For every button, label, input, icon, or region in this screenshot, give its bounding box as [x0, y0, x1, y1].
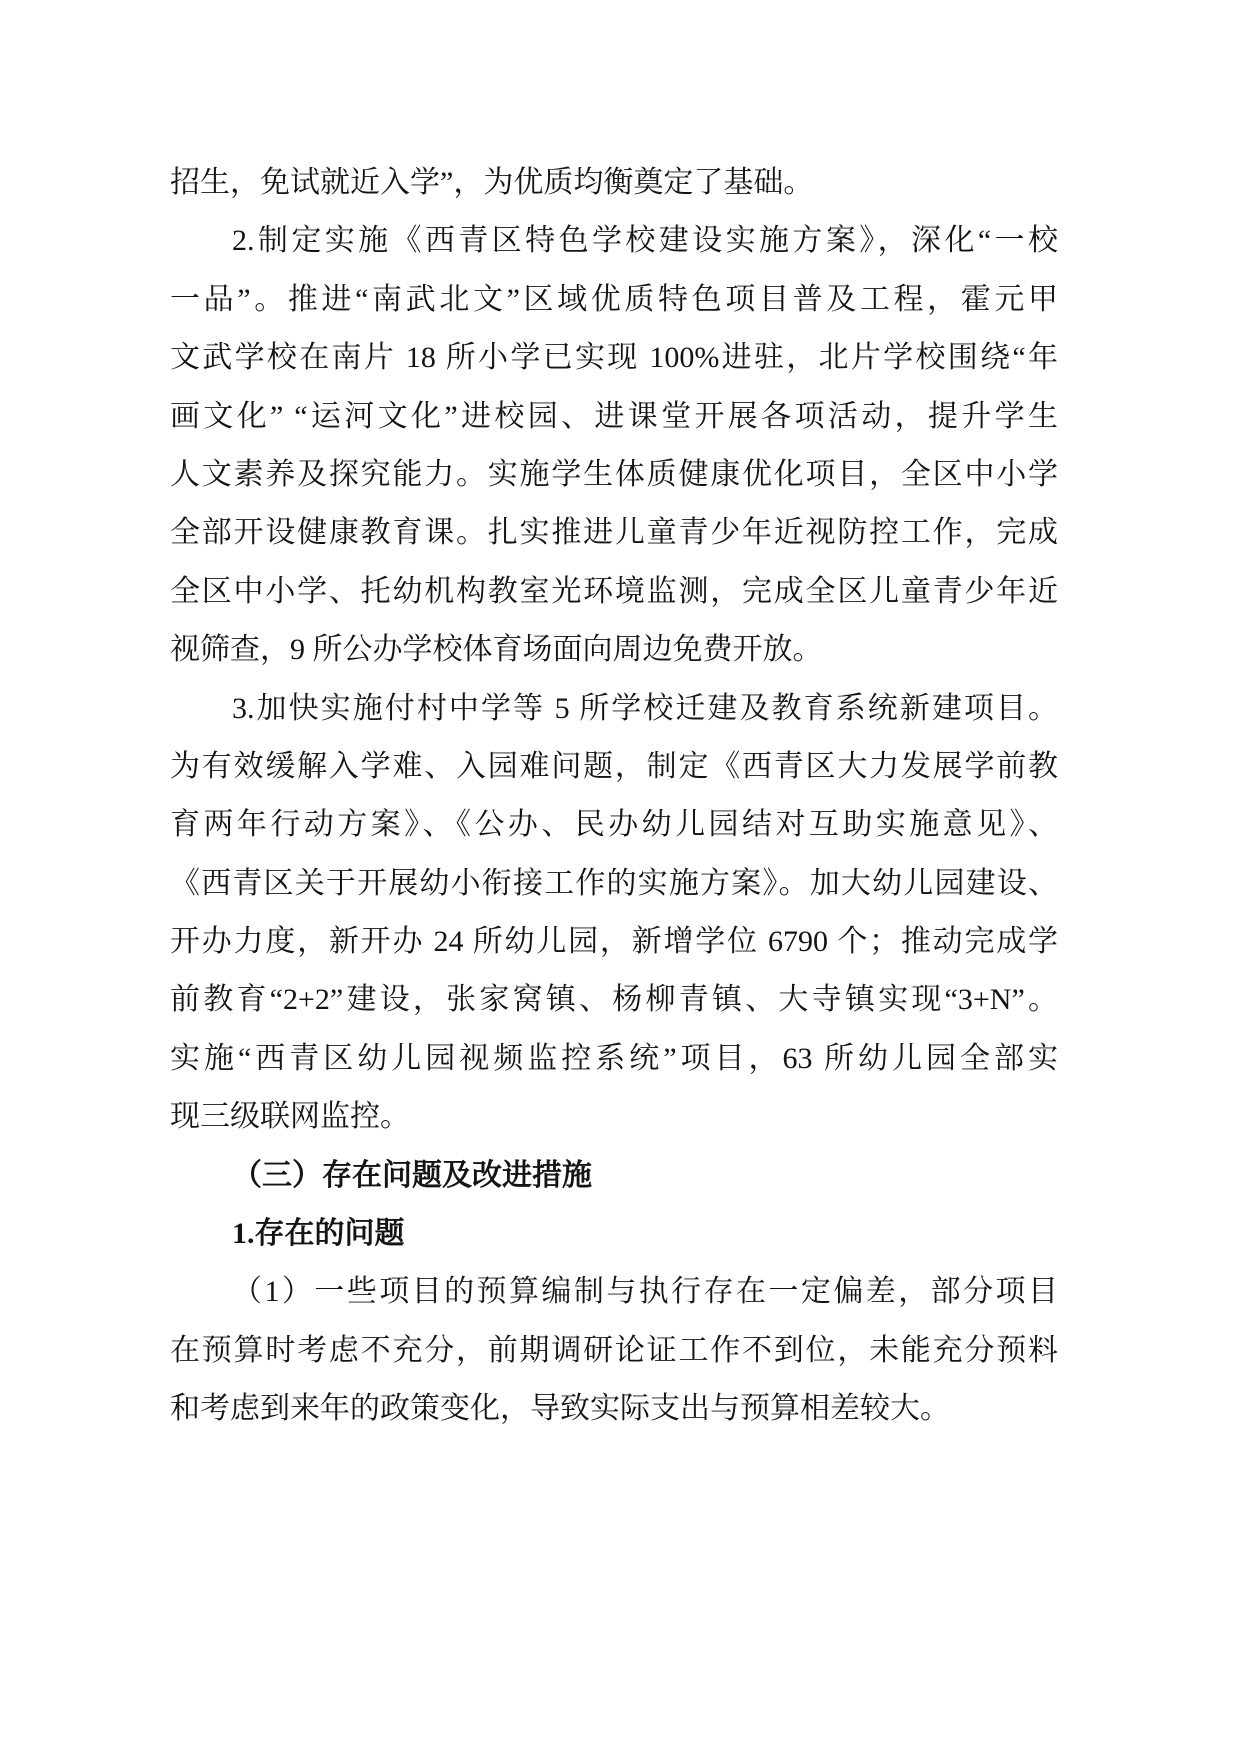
text-line: （1）一些项目的预算编制与执行存在一定偏差，部分项目 — [232, 1275, 1058, 1309]
text-line: 画文化” “运河文化”进校园、进课堂开展各项活动，提升学生 — [170, 399, 1058, 433]
section-heading: 1.存在的问题 — [232, 1217, 405, 1251]
text-line: 和考虑到来年的政策变化，导致实际支出与预算相差较大。 — [170, 1392, 950, 1426]
text-line: 视筛查，9 所公办学校体育场面向周边免费开放。 — [170, 633, 823, 667]
text-line: 前教育“2+2”建设，张家窝镇、杨柳青镇、大寺镇实现“3+N”。 — [170, 983, 1058, 1017]
text-line: 为有效缓解入学难、入园难问题，制定《西青区大力发展学前教 — [170, 749, 1058, 783]
text-line: 人文素养及探究能力。实施学生体质健康优化项目，全区中小学 — [170, 457, 1058, 491]
text-line: 开办力度，新开办 24 所幼儿园，新增学位 6790 个；推动完成学 — [170, 925, 1058, 959]
text-line: 招生，免试就近入学”，为优质均衡奠定了基础。 — [170, 166, 814, 199]
text-line: 实施“西青区幼儿园视频监控系统”项目，63 所幼儿园全部实 — [170, 1041, 1058, 1075]
text-line: 文武学校在南片 18 所小学已实现 100%进驻，北片学校围绕“年 — [170, 341, 1058, 375]
text-line: 一品”。推进“南武北文”区域优质特色项目普及工程，霍元甲 — [170, 282, 1058, 316]
text-line: 在预算时考虑不充分，前期调研论证工作不到位，未能充分预料 — [170, 1333, 1058, 1367]
text-line: 2.制定实施《西青区特色学校建设实施方案》，深化“一校 — [232, 224, 1058, 258]
text-line: 《西青区关于开展幼小衔接工作的实施方案》。加大幼儿园建设、 — [170, 866, 1058, 900]
text-line: 育两年行动方案》、《公办、民办幼儿园结对互助实施意见》、 — [170, 808, 1058, 842]
text-line: 全区中小学、托幼机构教室光环境监测，完成全区儿童青少年近 — [170, 574, 1058, 608]
document-body — [170, 154, 1058, 1439]
section-heading: （三）存在问题及改进措施 — [232, 1158, 592, 1192]
text-line: 全部开设健康教育课。扎实推进儿童青少年近视防控工作，完成 — [170, 516, 1058, 550]
text-line: 现三级联网监控。 — [170, 1100, 410, 1134]
text-line: 3.加快实施付村中学等 5 所学校迁建及教育系统新建项目。 — [232, 691, 1058, 725]
